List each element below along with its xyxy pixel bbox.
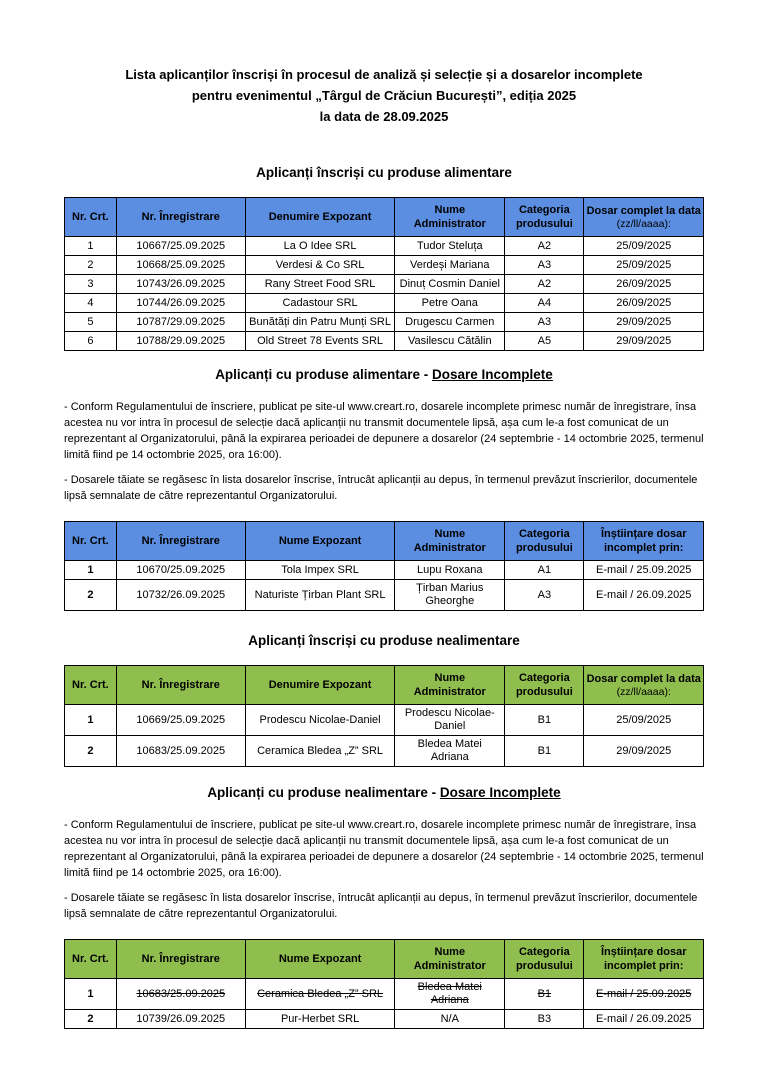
column-header <box>395 940 505 979</box>
section-heading-nealimentare <box>64 632 704 649</box>
table-cell: 25/09/2025 <box>584 256 704 275</box>
column-header-label: Nr. Crt. <box>72 211 109 223</box>
column-header <box>116 522 245 561</box>
section-heading-text: Aplicanți cu produse alimentare - <box>215 367 432 382</box>
table-row <box>65 256 704 275</box>
table-cell: Drugescu Carmen <box>395 313 505 332</box>
table-cell: 29/09/2025 <box>584 313 704 332</box>
section-heading-text: Aplicanți cu produse nealimentare - <box>207 785 440 800</box>
table-cell: E-mail / 26.09.2025 <box>584 580 704 611</box>
column-header-label: Nume Administrator <box>413 528 486 554</box>
note-dosare-taiate: - Dosarele tăiate se regăsesc în lista dosarelor înscrise, întrucât aplicanții au depus, în termenul prevăzut înscrierilor, documentele lipsă semnalate de către reprezentantul Organizatorului. <box>64 892 698 920</box>
note-dosare-taiate: - Dosarele tăiate se regăsesc în lista dosarelor înscrise, întrucât aplicanții au depus, în termenul prevăzut înscrierilor, documentele lipsă semnalate de către reprezentantul Organizatorului. <box>64 474 698 502</box>
table-cell: E-mail / 26.09.2025 <box>584 1010 704 1029</box>
table-cell: Ceramica Bledea „Z” SRL <box>245 979 395 1010</box>
column-header-label: Nume Administrator <box>413 204 486 230</box>
document-title <box>64 64 704 127</box>
table-cell: N/A <box>395 1010 505 1029</box>
document-title-line-3: la data de 28.09.2025 <box>319 109 449 124</box>
table-cell: Lupu Roxana <box>395 561 505 580</box>
column-header-sublabel: (zz/ll/aaaa): <box>616 685 671 698</box>
table-alimentare-dosare-incomplete <box>64 521 704 611</box>
table-cell: A3 <box>505 256 584 275</box>
column-header-label: Înștiințare dosar incomplet prin: <box>600 946 687 972</box>
table-row <box>65 580 704 611</box>
table-row <box>65 313 704 332</box>
section-heading-nealimentare-incomplete <box>64 784 704 801</box>
column-header <box>116 666 245 705</box>
column-header <box>584 198 704 237</box>
column-header <box>245 940 395 979</box>
column-header <box>245 522 395 561</box>
table-cell: 2 <box>65 736 117 767</box>
table-cell: 25/09/2025 <box>584 237 704 256</box>
table-cell: 10667/25.09.2025 <box>116 237 245 256</box>
table-cell: Old Street 78 Events SRL <box>245 332 395 351</box>
table-header-row <box>65 666 704 705</box>
table-cell: Țirban Marius Gheorghe <box>395 580 505 611</box>
column-header-label: Nume Administrator <box>413 672 486 698</box>
column-header <box>116 198 245 237</box>
column-header <box>584 666 704 705</box>
table-cell: Bledea Matei Adriana <box>395 736 505 767</box>
table-cell: Prodescu Nicolae-Daniel <box>395 705 505 736</box>
table-cell: 26/09/2025 <box>584 275 704 294</box>
table-cell: Rany Street Food SRL <box>245 275 395 294</box>
table-cell: 29/09/2025 <box>584 332 704 351</box>
column-header <box>395 522 505 561</box>
table-cell: 6 <box>65 332 117 351</box>
table-cell: Ceramica Bledea „Z” SRL <box>245 736 395 767</box>
table-cell: 10669/25.09.2025 <box>116 705 245 736</box>
table-cell: E-mail / 25.09.2025 <box>584 561 704 580</box>
table-row <box>65 705 704 736</box>
table-row <box>65 561 704 580</box>
column-header <box>65 198 117 237</box>
column-header <box>505 522 584 561</box>
column-header-label: Denumire Expozant <box>268 679 372 691</box>
column-header-label: Nume Expozant <box>278 953 362 965</box>
column-header <box>584 940 704 979</box>
table-header-row <box>65 198 704 237</box>
table-cell: Cadastour SRL <box>245 294 395 313</box>
column-header <box>395 198 505 237</box>
table-cell: 10683/25.09.2025 <box>116 736 245 767</box>
column-header <box>65 940 117 979</box>
table-cell: 10788/29.09.2025 <box>116 332 245 351</box>
column-header-label: Categoria produsului <box>515 946 573 972</box>
table-cell: 1 <box>65 237 117 256</box>
table-cell: Naturiste Țirban Plant SRL <box>245 580 395 611</box>
document-title-line-2: pentru evenimentul „Târgul de Crăciun București”, ediția 2025 <box>191 88 577 103</box>
column-header-sublabel: (zz/ll/aaaa): <box>616 217 671 230</box>
table-nealimentare-dosare-incomplete <box>64 939 704 1029</box>
table-cell: 10668/25.09.2025 <box>116 256 245 275</box>
table-aplicanti-nealimentare <box>64 665 704 767</box>
notes-nealimentare <box>64 817 704 922</box>
column-header <box>505 940 584 979</box>
note-regulament: - Conform Regulamentului de înscriere, publicat pe site-ul www.creart.ro, dosarele incomplete primesc număr de înregistrare, însa acestea nu vor intra în procesul de selecție dacă aplicanții nu transmit documentele lipsă, așa cum le-a fost comunicat de un reprezentant al Organizatorului, până la expirarea perioadei de depunere a dosarelor (24 septembrie - 14 octombrie 2025, termenul limită fiind pe 14 octombrie 2025, ora 16:00). <box>64 819 704 879</box>
column-header-label: Categoria produsului <box>515 672 573 698</box>
table-cell: A3 <box>505 313 584 332</box>
column-header <box>395 666 505 705</box>
column-header-label: Nr. Înregistrare <box>141 535 220 547</box>
column-header-label: Categoria produsului <box>515 204 573 230</box>
table-cell: A5 <box>505 332 584 351</box>
column-header-label: Nr. Înregistrare <box>141 679 220 691</box>
table-cell: Verdeși Mariana <box>395 256 505 275</box>
column-header-label: Dosar complet la data <box>586 672 701 685</box>
table-cell: 10683/25.09.2025 <box>116 979 245 1010</box>
section-heading-text: Aplicanți înscriși cu produse alimentare <box>256 165 512 180</box>
table-cell: Pur-Herbet SRL <box>245 1010 395 1029</box>
table-cell: 2 <box>65 580 117 611</box>
table-cell: Tudor Steluța <box>395 237 505 256</box>
table-aplicanti-alimentare <box>64 197 704 351</box>
table-cell: B1 <box>505 979 584 1010</box>
table-cell: A2 <box>505 275 584 294</box>
column-header-label: Nr. Înregistrare <box>141 953 220 965</box>
table-cell: 2 <box>65 1010 117 1029</box>
table-cell: 25/09/2025 <box>584 705 704 736</box>
table-row <box>65 275 704 294</box>
table-cell: 2 <box>65 256 117 275</box>
column-header <box>505 198 584 237</box>
table-cell: 10732/26.09.2025 <box>116 580 245 611</box>
column-header-label: Nr. Crt. <box>72 535 109 547</box>
table-cell: E-mail / 25.09.2025 <box>584 979 704 1010</box>
table-cell: Bunătăți din Patru Munți SRL <box>245 313 395 332</box>
table-cell: 3 <box>65 275 117 294</box>
column-header <box>505 666 584 705</box>
table-cell: 1 <box>65 979 117 1010</box>
table-cell: A4 <box>505 294 584 313</box>
table-cell: 10743/26.09.2025 <box>116 275 245 294</box>
table-cell: Petre Oana <box>395 294 505 313</box>
table-row <box>65 979 704 1010</box>
table-cell: La O Idee SRL <box>245 237 395 256</box>
column-header-label: Nr. Crt. <box>72 679 109 691</box>
table-cell: B3 <box>505 1010 584 1029</box>
table-cell: 29/09/2025 <box>584 736 704 767</box>
table-row <box>65 332 704 351</box>
column-header-label: Nume Administrator <box>413 946 486 972</box>
column-header-label: Nr. Înregistrare <box>141 211 220 223</box>
table-row <box>65 1010 704 1029</box>
section-heading-text: Aplicanți înscriși cu produse nealimentare <box>248 633 520 648</box>
table-cell: Bledea Matei Adriana <box>395 979 505 1010</box>
table-cell: Tola Impex SRL <box>245 561 395 580</box>
table-row <box>65 736 704 767</box>
column-header <box>245 198 395 237</box>
table-cell: B1 <box>505 705 584 736</box>
column-header <box>245 666 395 705</box>
table-cell: Vasilescu Cătălin <box>395 332 505 351</box>
notes-alimentare <box>64 399 704 504</box>
table-cell: 1 <box>65 561 117 580</box>
section-heading-alimentare <box>64 164 704 181</box>
column-header-label: Denumire Expozant <box>268 211 372 223</box>
table-cell: 10739/26.09.2025 <box>116 1010 245 1029</box>
column-header-label: Nr. Crt. <box>72 953 109 965</box>
table-cell: 10744/26.09.2025 <box>116 294 245 313</box>
table-cell: 1 <box>65 705 117 736</box>
table-header-row <box>65 940 704 979</box>
document-title-line-1: Lista aplicanților înscriși în procesul de analiză și selecție și a dosarelor incomplete <box>125 67 643 82</box>
table-cell: A1 <box>505 561 584 580</box>
column-header <box>116 940 245 979</box>
table-cell: Verdesi & Co SRL <box>245 256 395 275</box>
table-header-row <box>65 522 704 561</box>
note-regulament: - Conform Regulamentului de înscriere, publicat pe site-ul www.creart.ro, dosarele incomplete primesc număr de înregistrare, însa acestea nu vor intra în procesul de selecție dacă aplicanții nu transmit documentele lipsă, așa cum le-a fost comunicat de un reprezentant al Organizatorului, până la expirarea perioadei de depunere a dosarelor (24 septembrie - 14 octombrie 2025, termenul limită fiind pe 14 octombrie 2025, ora 16:00). <box>64 401 704 461</box>
column-header <box>584 522 704 561</box>
column-header <box>65 522 117 561</box>
column-header <box>65 666 117 705</box>
table-row <box>65 237 704 256</box>
table-cell: 10670/25.09.2025 <box>116 561 245 580</box>
table-cell: 10787/29.09.2025 <box>116 313 245 332</box>
table-cell: 26/09/2025 <box>584 294 704 313</box>
section-heading-underlined-text: Dosare Incomplete <box>432 367 553 382</box>
table-row <box>65 294 704 313</box>
table-cell: A2 <box>505 237 584 256</box>
table-cell: B1 <box>505 736 584 767</box>
table-cell: 5 <box>65 313 117 332</box>
table-cell: A3 <box>505 580 584 611</box>
table-cell: 4 <box>65 294 117 313</box>
table-cell: Prodescu Nicolae-Daniel <box>245 705 395 736</box>
section-heading-alimentare-incomplete <box>64 366 704 383</box>
column-header-label: Categoria produsului <box>515 528 573 554</box>
column-header-label: Nume Expozant <box>278 535 362 547</box>
column-header-label: Dosar complet la data <box>586 204 701 217</box>
section-heading-underlined-text: Dosare Incomplete <box>439 785 561 800</box>
table-cell: Dinuț Cosmin Daniel <box>395 275 505 294</box>
column-header-label: Înștiințare dosar incomplet prin: <box>600 528 687 554</box>
